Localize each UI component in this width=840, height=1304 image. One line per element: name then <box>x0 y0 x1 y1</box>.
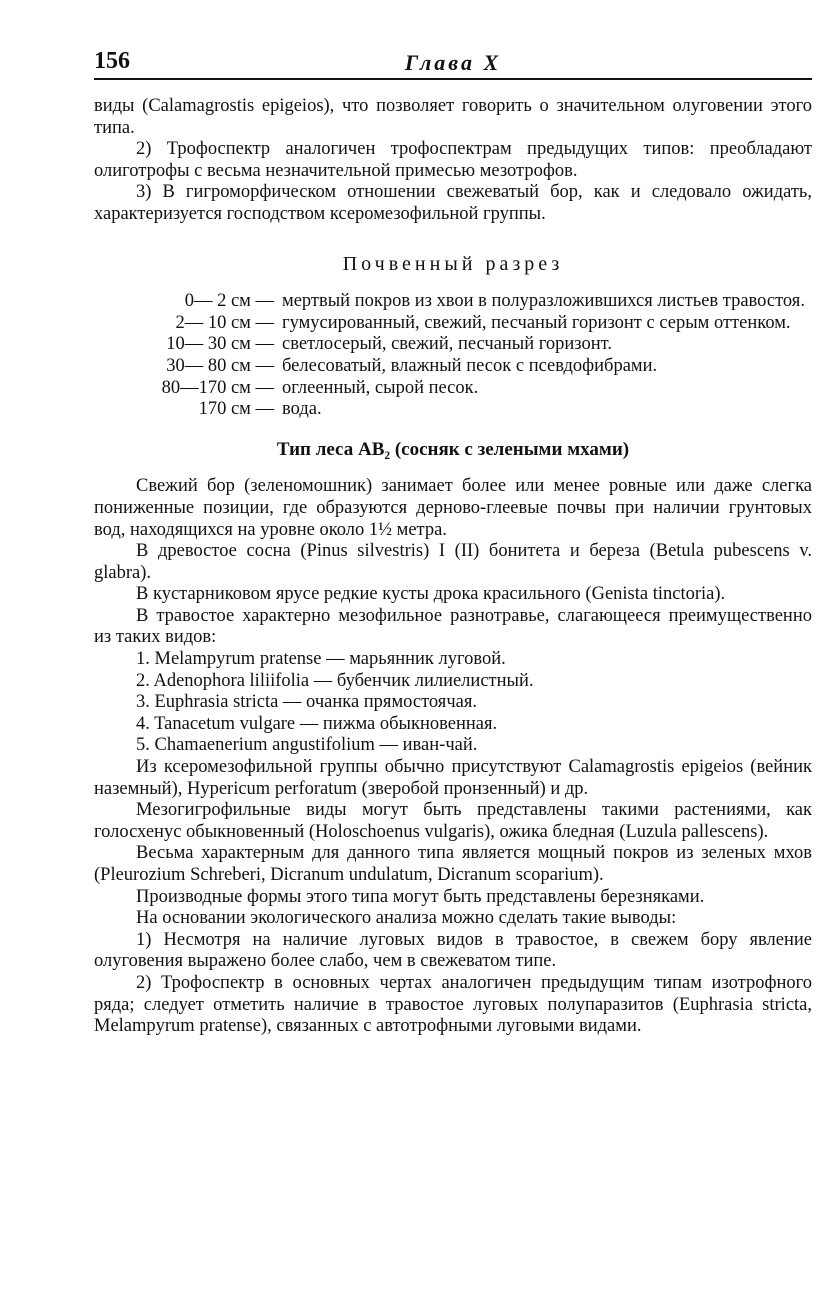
soil-section-title: Почвенный разрез <box>342 252 564 275</box>
paragraph: 2) Трофоспектр аналогичен трофоспектрам предыдущих типов: преобладают олиготрофы с весьма незначительной примесью мезотрофов. <box>94 139 812 181</box>
species-item: 1. Melampyrum pratense — марьянник луговой. <box>136 649 506 670</box>
soil-row <box>94 399 812 421</box>
paragraph: виды (Calamagrostis epigeios), что позволяет говорить о значительном олуговении этого типа. <box>94 96 812 138</box>
soil-description: светлосерый, свежий, песчаный горизонт. <box>282 334 612 355</box>
paragraph: Свежий бор (зеленомошник) занимает более или менее ровные или даже слегка пониженные позиции, где образуются дерново-глеевые почвы при наличии грунтовых вод, находящихся на уровне около 1½ метра. <box>94 476 812 540</box>
paragraph: Из ксеромезофильной группы обычно присутствуют Calamagrostis epigeios (вейник наземный), Hypericum perforatum (зверобой пронзенный) и др. <box>94 757 812 799</box>
soil-depth: 80—170 см — <box>161 377 274 398</box>
soil-description: белесоватый, влажный песок с псевдофибрами. <box>282 355 658 376</box>
paragraph: В кустарниковом ярусе редкие кусты дрока красильного (Genista tinctoria). <box>136 584 726 605</box>
paragraph: На основании экологического анализа можно сделать такие выводы: <box>136 908 677 929</box>
paragraph: 1) Несмотря на наличие луговых видов в травостое, в свежем бору явление олуговения выражено более слабо, чем в свежеватом типе. <box>94 929 812 972</box>
soil-row <box>94 334 812 356</box>
paragraph: В древостое сосна (Pinus silvestris) I (II) бонитета и береза (Betula pubescens v. glabra). <box>94 541 812 583</box>
page-header <box>94 44 812 80</box>
soil-depth: 0— 2 см — <box>184 291 274 312</box>
soil-row <box>94 291 812 313</box>
species-item: 2. Adenophora liliifolia — бубенчик лилиелистный. <box>136 670 534 691</box>
soil-row <box>94 313 812 335</box>
soil-row <box>94 356 812 378</box>
paragraph: В травостое характерно мезофильное разнотравье, слагающееся преимущественно из таких видов: <box>94 605 812 648</box>
soil-description: оглеенный, сырой песок. <box>282 377 479 398</box>
species-item: 5. Chamaenerium angustifolium — иван-чай. <box>136 735 478 756</box>
soil-description: гумусированный, свежий, песчаный горизонт с серым оттенком. <box>282 312 791 333</box>
soil-depth: 170 см — <box>198 399 274 420</box>
soil-depth: 2— 10 см — <box>175 312 274 333</box>
soil-profile <box>94 291 812 421</box>
species-list <box>94 649 812 757</box>
page-body <box>94 96 812 1038</box>
paragraph: Мезогигрофильные виды могут быть представлены такими растениями, как голосхенус обыкновенный (Holoschoenus vulgaris), ожика бледная (Luzula pallescens). <box>94 800 812 842</box>
species-item: 4. Tanacetum vulgare — пижма обыкновенная. <box>136 713 498 734</box>
soil-row <box>94 378 812 400</box>
soil-depth: 30— 80 см — <box>166 355 274 376</box>
paragraph: 3) В гигроморфическом отношении свежеватый бор, как и следовало ожидать, характеризуется господством ксеромезофильной группы. <box>94 182 812 224</box>
page-number: 156 <box>94 48 130 74</box>
paragraph: Производные формы этого типа могут быть представлены березняками. <box>136 886 705 907</box>
running-title: Глава X <box>404 50 502 75</box>
paragraph: Весьма характерным для данного типа является мощный покров из зеленых мхов (Pleurozium Schreberi, Dicranum undulatum, Dicranum scoparium). <box>94 843 812 885</box>
forest-type-title: Тип леса АВ₂ (сосняк с зелеными мхами) <box>276 438 630 460</box>
soil-description: мертвый покров из хвои в полуразложившихся листьев травостоя. <box>282 291 805 312</box>
species-item: 3. Euphrasia stricta — очанка прямостоячая. <box>136 692 477 713</box>
soil-description: вода. <box>282 399 322 420</box>
paragraph: 2) Трофоспектр в основных чертах аналогичен предыдущим типам изотрофного ряда; следует отметить наличие в травостое луговых полупаразитов (Euphrasia stricta, Melampyrum pratense), связанных с автотрофными луговыми видами. <box>94 972 812 1037</box>
soil-depth: 10— 30 см — <box>166 334 274 355</box>
header-rule <box>94 78 812 80</box>
